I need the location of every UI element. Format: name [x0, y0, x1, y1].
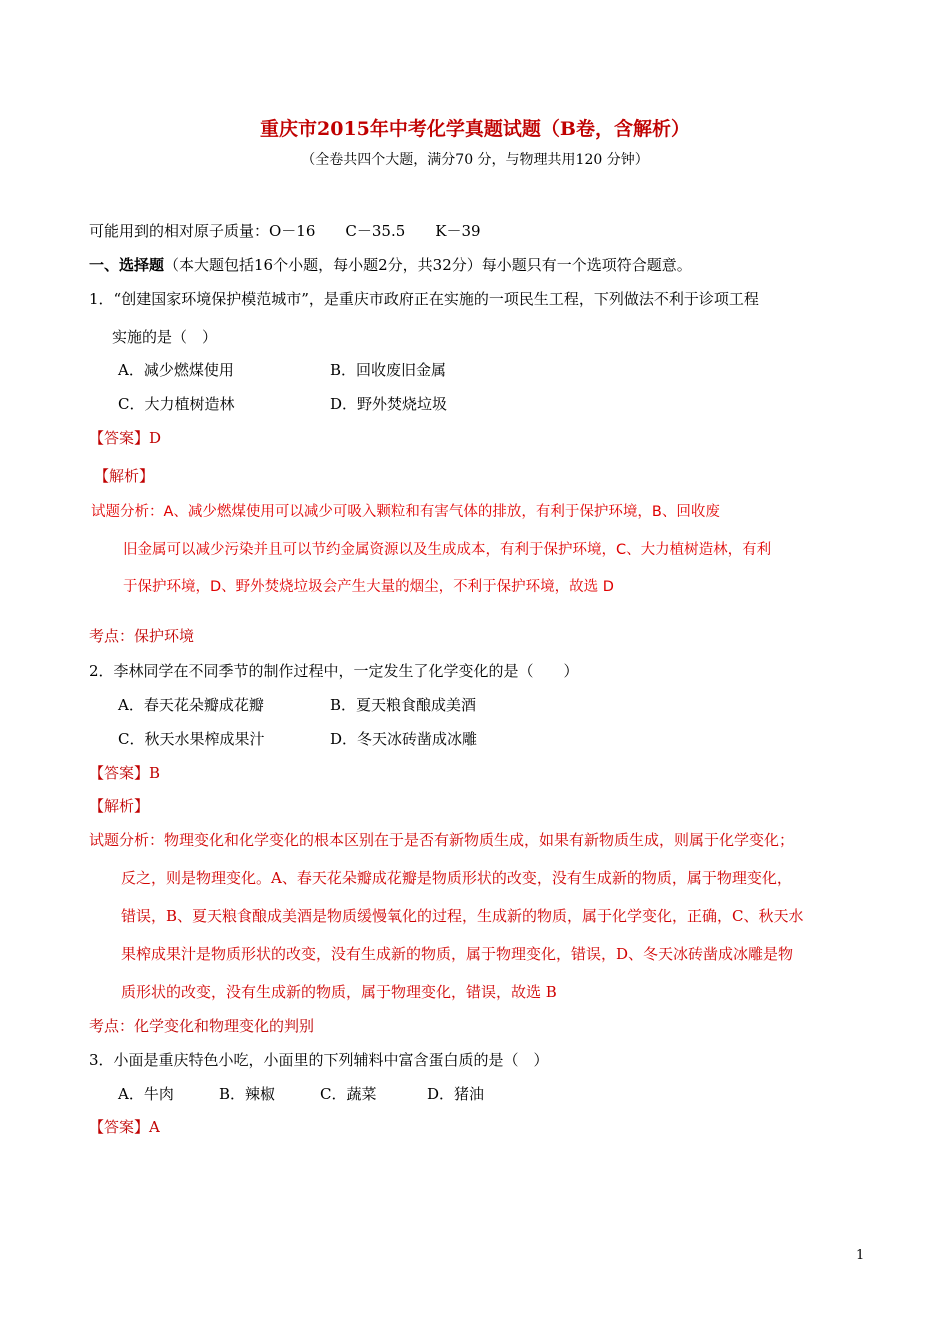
section-heading-line	[89, 255, 692, 275]
q1-analysis-line3: 于保护环境，D、野外焚烧垃圾会产生大量的烟尘，不利于保护环境，故选 D	[123, 579, 614, 595]
q2-answer: B	[149, 764, 161, 782]
page-title: 重庆市2015年中考化学真题试题（B卷，含解析）	[260, 118, 690, 140]
q2-analysis-line2: 反之，则是物理变化。A、春天花朵瓣成花瓣是物质形状的改变，没有生成新的物质，属于物理变化，	[121, 869, 792, 887]
q3-answer: A	[149, 1118, 160, 1136]
q2-option-d: D．冬天冰砖凿成冰雕	[330, 730, 478, 748]
q1-answer-tag: 【答案】	[89, 429, 150, 447]
q3-stem: 3．小面是重庆特色小吃，小面里的下列辅料中富含蛋白质的是（ ）	[89, 1051, 549, 1069]
q3-option-c: C．蔬菜	[320, 1085, 377, 1103]
q2-analysis-line4: 果榨成果汁是物质形状的改变，没有生成新的物质，属于物理变化，错误，D、冬天冰砖凿成冰雕是物	[121, 945, 794, 963]
q3-answer-tag: 【答案】	[89, 1118, 150, 1136]
q2-option-a: A．春天花朵瓣成花瓣	[118, 696, 264, 714]
q2-answer-line	[89, 763, 160, 783]
q2-option-c: C．秋天水果榨成果汁	[118, 730, 265, 748]
q1-option-d: D．野外焚烧垃圾	[330, 395, 448, 413]
q2-answer-tag: 【答案】	[89, 764, 150, 782]
q1-analysis-tag: 【解析】	[94, 467, 155, 485]
q1-point: 考点：保护环境	[89, 627, 195, 645]
q3-answer-line	[89, 1117, 160, 1137]
atomic-mass-line: 可能用到的相对原子质量：O－16 C－35.5 K－39	[89, 222, 481, 240]
q3-option-b: B．辣椒	[219, 1085, 276, 1103]
q2-option-b: B．夏天粮食酿成美酒	[330, 696, 477, 714]
section-heading: 一、选择题	[89, 256, 165, 274]
q1-option-c: C．大力植树造林	[118, 395, 235, 413]
section-description: （本大题包括16个小题，每小题2分，共32分）每小题只有一个选项符合题意。	[164, 256, 692, 274]
q2-analysis-line3: 错误，B、夏天粮食酿成美酒是物质缓慢氧化的过程，生成新的物质，属于化学变化，正确，C、秋天水	[121, 907, 804, 925]
q1-analysis-line2: 旧金属可以减少污染并且可以节约金属资源以及生成成本，有利于保护环境，C、大力植树造林，有利	[123, 542, 772, 558]
q2-analysis-line1: 试题分析：物理变化和化学变化的根本区别在于是否有新物质生成，如果有新物质生成，则属于化学变化；	[89, 831, 795, 849]
q1-stem-line1: 1．“创建国家环境保护模范城市”，是重庆市政府正在实施的一项民生工程，下列做法不利于诊项工程	[89, 290, 759, 308]
q2-analysis-line5: 质形状的改变，没有生成新的物质，属于物理变化，错误，故选 B	[121, 983, 557, 1001]
q1-stem-line2: 实施的是（ ）	[112, 328, 218, 346]
q2-stem: 2．李林同学在不同季节的制作过程中，一定发生了化学变化的是（ ）	[89, 662, 579, 680]
q1-option-b: B．回收废旧金属	[330, 361, 447, 379]
q2-analysis-tag: 【解析】	[89, 797, 150, 815]
q3-option-a: A．牛肉	[118, 1085, 174, 1103]
q3-option-d: D．猪油	[427, 1085, 485, 1103]
page-subtitle: （全卷共四个大题，满分70 分，与物理共用120 分钟）	[301, 152, 649, 168]
page-number: 1	[856, 1248, 865, 1263]
q1-option-a: A．减少燃煤使用	[118, 361, 234, 379]
q1-answer: D	[149, 429, 162, 447]
q2-point: 考点：化学变化和物理变化的判别	[89, 1017, 315, 1035]
q1-answer-line	[89, 428, 161, 448]
q1-analysis-line1: 试题分析：A、减少燃煤使用可以减少可吸入颗粒和有害气体的排放，有利于保护环境，B、回收废	[91, 504, 720, 520]
